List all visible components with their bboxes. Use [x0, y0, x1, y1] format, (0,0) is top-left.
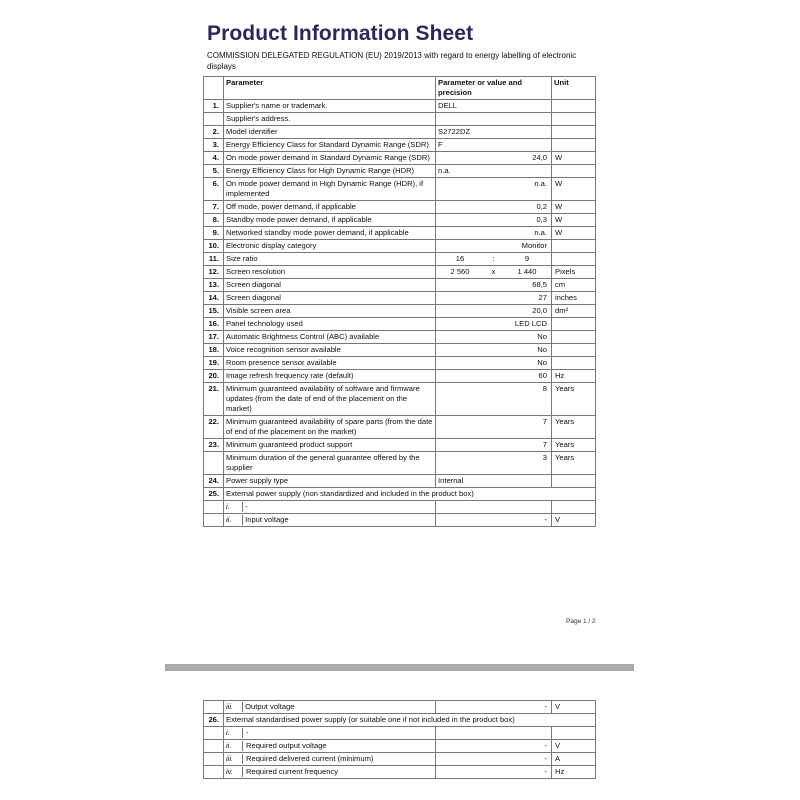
table-row: [204, 100, 596, 113]
row-value: n.a.: [436, 178, 552, 201]
table-row: [204, 439, 596, 452]
row-parameter: Model identifier: [224, 126, 436, 139]
row-unit: Years: [552, 416, 596, 439]
resolution-value: [436, 266, 552, 279]
row-value: No: [436, 344, 552, 357]
table-row: [204, 501, 596, 514]
resolution-a: 2 560: [450, 267, 470, 276]
row-value: n.a.: [436, 165, 552, 178]
table-row: [204, 452, 596, 475]
table-row: [204, 370, 596, 383]
row-unit: V: [552, 514, 596, 527]
row-value: -: [436, 766, 552, 779]
row-unit: Years: [552, 452, 596, 475]
row-parameter: Automatic Brightness Control (ABC) available: [224, 331, 436, 344]
row-parameter: External standardised power supply (or suitable one if not included in the product box): [224, 714, 596, 727]
row-value: 60: [436, 370, 552, 383]
table-row: [204, 416, 596, 439]
row-unit: W: [552, 201, 596, 214]
header-unit: Unit: [552, 77, 596, 100]
sub-parameter: Input voltage: [245, 515, 289, 524]
table-row: [204, 165, 596, 178]
header-parameter: Parameter: [224, 77, 436, 100]
row-parameter-cell: [224, 740, 436, 753]
row-number: [204, 452, 224, 475]
row-parameter: Minimum duration of the general guarantee offered by the supplier: [224, 452, 436, 475]
row-value: 8: [436, 383, 552, 416]
row-number-empty: [204, 740, 224, 753]
row-number: 18.: [204, 344, 224, 357]
row-parameter: Screen diagonal: [224, 292, 436, 305]
table-row: [204, 514, 596, 527]
table-row: [204, 488, 596, 501]
resolution-b: 1 440: [517, 267, 537, 276]
row-value: Internal: [436, 475, 552, 488]
table-row: [204, 126, 596, 139]
table-row: [204, 113, 596, 126]
table-row: [204, 753, 596, 766]
row-unit: A: [552, 753, 596, 766]
parameters-table: [203, 76, 596, 527]
row-value: No: [436, 331, 552, 344]
row-number: 4.: [204, 152, 224, 165]
row-number: 17.: [204, 331, 224, 344]
row-parameter: Energy Efficiency Class for Standard Dynamic Range (SDR): [224, 139, 436, 152]
table-row: [204, 344, 596, 357]
table-row: [204, 279, 596, 292]
row-parameter: Supplier's name or trademark.: [224, 100, 436, 113]
row-number: 16.: [204, 318, 224, 331]
row-parameter-cell: [224, 766, 436, 779]
row-parameter: Visible screen area: [224, 305, 436, 318]
table-row: [204, 266, 596, 279]
row-parameter: Panel technology used: [224, 318, 436, 331]
row-value: -: [436, 701, 552, 714]
row-parameter: Energy Efficiency Class for High Dynamic Range (HDR): [224, 165, 436, 178]
size-ratio-value: [436, 253, 552, 266]
product-info-sheet-page-2: [203, 700, 595, 779]
table-row: [204, 305, 596, 318]
table-row: [204, 201, 596, 214]
row-parameter: Off mode, power demand, if applicable: [224, 201, 436, 214]
row-unit: dm²: [552, 305, 596, 318]
sub-label: i.: [226, 502, 243, 512]
table-row: [204, 253, 596, 266]
row-parameter: Power supply type: [224, 475, 436, 488]
row-unit: Hz: [552, 766, 596, 779]
row-value: 68,5: [436, 279, 552, 292]
row-number: 21.: [204, 383, 224, 416]
row-number: 26.: [204, 714, 224, 727]
row-parameter: Supplier's address.: [224, 113, 436, 126]
row-unit: W: [552, 178, 596, 201]
row-number: 24.: [204, 475, 224, 488]
table-row: [204, 292, 596, 305]
row-number: 1.: [204, 100, 224, 113]
table-row: [204, 139, 596, 152]
table-row: [204, 701, 596, 714]
row-parameter: Image refresh frequency rate (default): [224, 370, 436, 383]
table-row: [204, 766, 596, 779]
row-parameter: On mode power demand in High Dynamic Range (HDR), if implemented: [224, 178, 436, 201]
sub-label: ii.: [226, 741, 243, 751]
sub-label: i.: [226, 728, 243, 738]
row-value: 24,0: [436, 152, 552, 165]
table-row: [204, 240, 596, 253]
page-number: Page 1 / 2: [566, 618, 596, 625]
sub-parameter: Required current frequency: [246, 767, 339, 776]
row-unit: [552, 139, 596, 152]
row-value: 20,0: [436, 305, 552, 318]
table-row: [204, 227, 596, 240]
row-number: 25.: [204, 488, 224, 501]
sub-parameter: Required delivered current (minimum): [246, 754, 374, 763]
row-unit: [552, 240, 596, 253]
row-number: 14.: [204, 292, 224, 305]
row-parameter: Networked standby mode power demand, if applicable: [224, 227, 436, 240]
row-unit: [552, 113, 596, 126]
table-row: [204, 727, 596, 740]
row-value: 3: [436, 452, 552, 475]
row-number: 8.: [204, 214, 224, 227]
product-info-sheet: [203, 20, 595, 527]
row-unit: [552, 357, 596, 370]
row-parameter: Minimum guaranteed availability of spare parts (from the date of end of the placement on the market): [224, 416, 436, 439]
row-value: 0,3: [436, 214, 552, 227]
row-number: 22.: [204, 416, 224, 439]
row-unit: [552, 318, 596, 331]
row-unit: Hz: [552, 370, 596, 383]
row-number: 2.: [204, 126, 224, 139]
row-unit: [552, 331, 596, 344]
row-parameter: Size ratio: [224, 253, 436, 266]
row-number: 10.: [204, 240, 224, 253]
header-value: Parameter or value and precision: [436, 77, 552, 100]
row-unit: V: [552, 740, 596, 753]
row-parameter: External power supply (non standardized and included in the product box): [224, 488, 596, 501]
row-parameter: Electronic display category: [224, 240, 436, 253]
row-number: 23.: [204, 439, 224, 452]
row-parameter: Voice recognition sensor available: [224, 344, 436, 357]
row-parameter: Screen diagonal: [224, 279, 436, 292]
page-divider: [165, 664, 634, 671]
row-number: 20.: [204, 370, 224, 383]
table-row: [204, 357, 596, 370]
table-row: [204, 178, 596, 201]
sub-label: iv.: [226, 767, 243, 777]
table-row: [204, 318, 596, 331]
sub-parameter: -: [246, 728, 249, 737]
ratio-sep: :: [492, 254, 495, 263]
row-value: S2722DZ: [436, 126, 552, 139]
table-row: [204, 383, 596, 416]
row-value: 7: [436, 439, 552, 452]
row-number: 15.: [204, 305, 224, 318]
row-number: 12.: [204, 266, 224, 279]
row-number: 13.: [204, 279, 224, 292]
row-number: 19.: [204, 357, 224, 370]
row-parameter: Screen resolution: [224, 266, 436, 279]
table-row: [204, 152, 596, 165]
ratio-a: 16: [455, 254, 465, 263]
row-value: Monitor: [436, 240, 552, 253]
row-unit: W: [552, 227, 596, 240]
row-value: [436, 113, 552, 126]
sub-label: ii.: [226, 515, 243, 525]
sub-value: -: [245, 502, 248, 511]
row-number: 11.: [204, 253, 224, 266]
row-value: LED LCD: [436, 318, 552, 331]
row-value: n.a.: [436, 227, 552, 240]
row-unit: [552, 165, 596, 178]
row-unit: [552, 126, 596, 139]
row-number-empty: [204, 727, 224, 740]
row-number-empty: [204, 753, 224, 766]
table-row: [204, 714, 596, 727]
row-value: -: [436, 514, 552, 527]
row-unit: inches: [552, 292, 596, 305]
row-number: 3.: [204, 139, 224, 152]
page-title: Product Information Sheet: [207, 22, 474, 45]
table-row: [204, 740, 596, 753]
sub-parameter: Required output voltage: [246, 741, 327, 750]
row-value: No: [436, 357, 552, 370]
row-unit: cm: [552, 279, 596, 292]
row-value: F: [436, 139, 552, 152]
row-value: -: [436, 740, 552, 753]
row-number: 7.: [204, 201, 224, 214]
row-number: 5.: [204, 165, 224, 178]
row-unit: [552, 727, 596, 740]
table-row: [204, 475, 596, 488]
sub-label: iii.: [226, 702, 243, 712]
row-unit: W: [552, 214, 596, 227]
row-unit: W: [552, 152, 596, 165]
ratio-b: 9: [524, 254, 530, 263]
parameters-table-continued: [203, 700, 596, 779]
row-parameter: Minimum guaranteed product support: [224, 439, 436, 452]
row-value: 7: [436, 416, 552, 439]
row-value: -: [436, 753, 552, 766]
row-number: [204, 113, 224, 126]
row-number: 9.: [204, 227, 224, 240]
sub-label: iii.: [226, 754, 243, 764]
row-number: 6.: [204, 178, 224, 201]
row-value: 0,2: [436, 201, 552, 214]
row-parameter: On mode power demand in Standard Dynamic Range (SDR): [224, 152, 436, 165]
row-parameter: Room presence sensor available: [224, 357, 436, 370]
row-value: 27: [436, 292, 552, 305]
table-row: [204, 331, 596, 344]
row-value: DELL: [436, 100, 552, 113]
row-unit: [552, 100, 596, 113]
row-number-empty: [204, 766, 224, 779]
row-value: [436, 727, 552, 740]
table-row: [204, 214, 596, 227]
row-unit: Years: [552, 439, 596, 452]
table-header-row: [204, 77, 596, 100]
row-parameter: Minimum guaranteed availability of software and firmware updates (from the date of end of the placement on the market): [224, 383, 436, 416]
row-parameter-cell: [224, 727, 436, 740]
row-parameter: Standby mode power demand, if applicable: [224, 214, 436, 227]
resolution-sep: x: [491, 267, 496, 276]
row-unit: Years: [552, 383, 596, 416]
sub-parameter: Output voltage: [245, 702, 295, 711]
row-unit: Pixels: [552, 266, 596, 279]
row-parameter-cell: [224, 753, 436, 766]
row-unit: V: [552, 701, 596, 714]
row-unit: [552, 344, 596, 357]
regulation-subtitle: COMMISSION DELEGATED REGULATION (EU) 2019/2013 with regard to energy labelling of electronic displays: [207, 51, 577, 71]
